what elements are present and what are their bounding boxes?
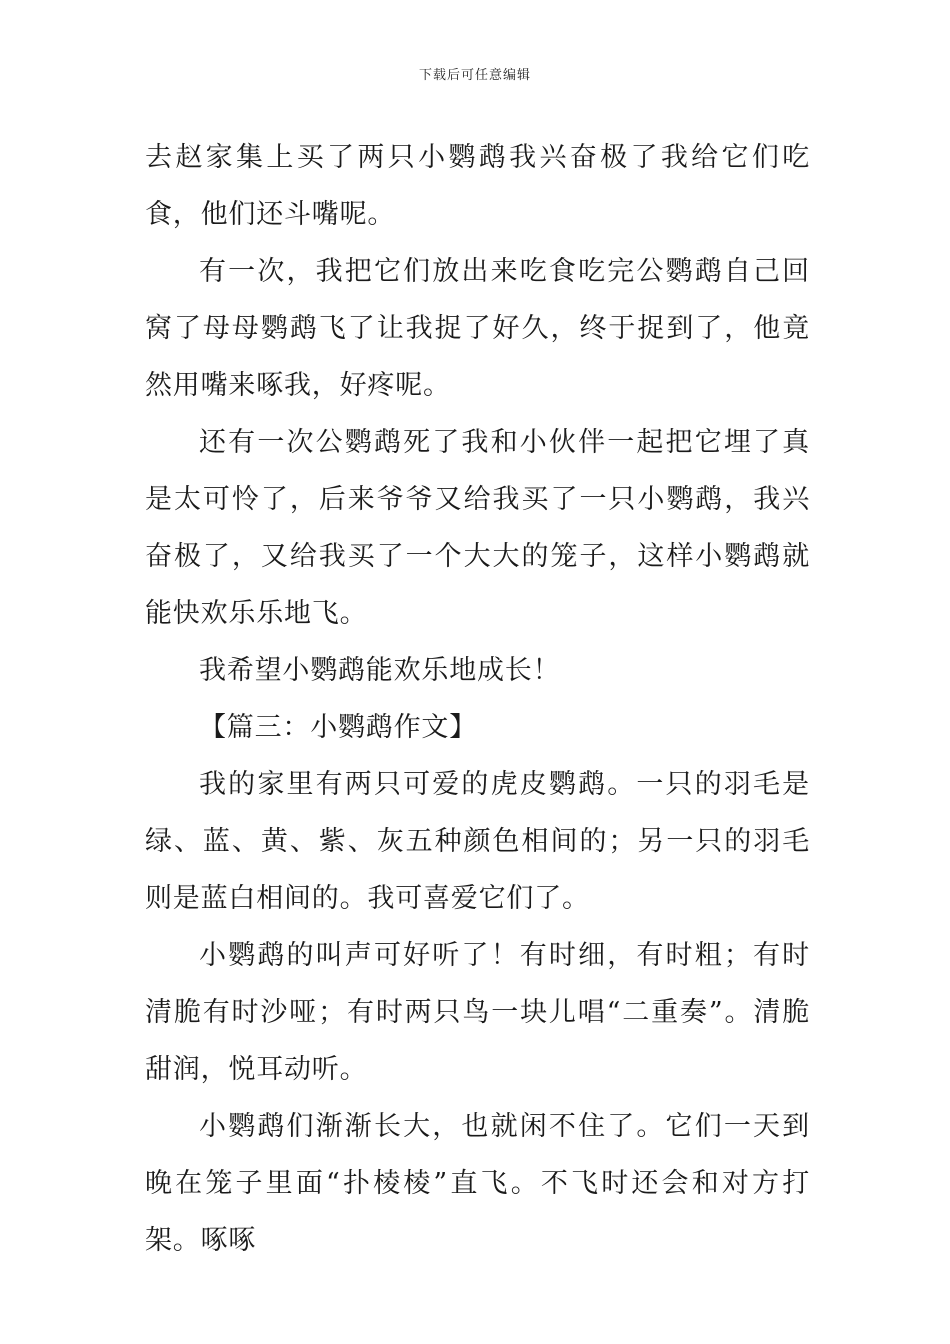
- paragraph-4: 我希望小鹦鹉能欢乐地成长！: [199, 655, 561, 686]
- page-header: 下载后可任意编辑: [418, 68, 531, 83]
- paragraph-8: 小鹦鹉们渐渐长大，也就闲不住了。它们一天到晚在笼子里面“扑棱棱”直飞。不飞时还会和对方打架。啄啄: [145, 1111, 810, 1256]
- paragraph-6: 我的家里有两只可爱的虎皮鹦鹉。一只的羽毛是绿、蓝、黄、紫、灰五种颜色相间的；另一只的羽毛则是蓝白相间的。我可喜爱它们了。: [145, 769, 810, 914]
- section-heading: 【篇三：小鹦鹉作文】: [199, 712, 477, 743]
- document-body: [145, 129, 810, 1269]
- paragraph-1: 去赵家集上买了两只小鹦鹉我兴奋极了我给它们吃食，他们还斗嘴呢。: [145, 142, 810, 230]
- paragraph-3: 还有一次公鹦鹉死了我和小伙伴一起把它埋了真是太可怜了，后来爷爷又给我买了一只小鹦鹉，我兴奋极了，又给我买了一个大大的笼子，这样小鹦鹉就能快欢乐乐地飞。: [145, 427, 810, 629]
- paragraph-7: 小鹦鹉的叫声可好听了！有时细，有时粗；有时清脆有时沙哑；有时两只鸟一块儿唱“二重奏”。清脆甜润，悦耳动听。: [145, 940, 810, 1085]
- paragraph-2: 有一次，我把它们放出来吃食吃完公鹦鹉自己回窝了母母鹦鹉飞了让我捉了好久，终于捉到了，他竟然用嘴来啄我，好疼呢。: [145, 256, 810, 401]
